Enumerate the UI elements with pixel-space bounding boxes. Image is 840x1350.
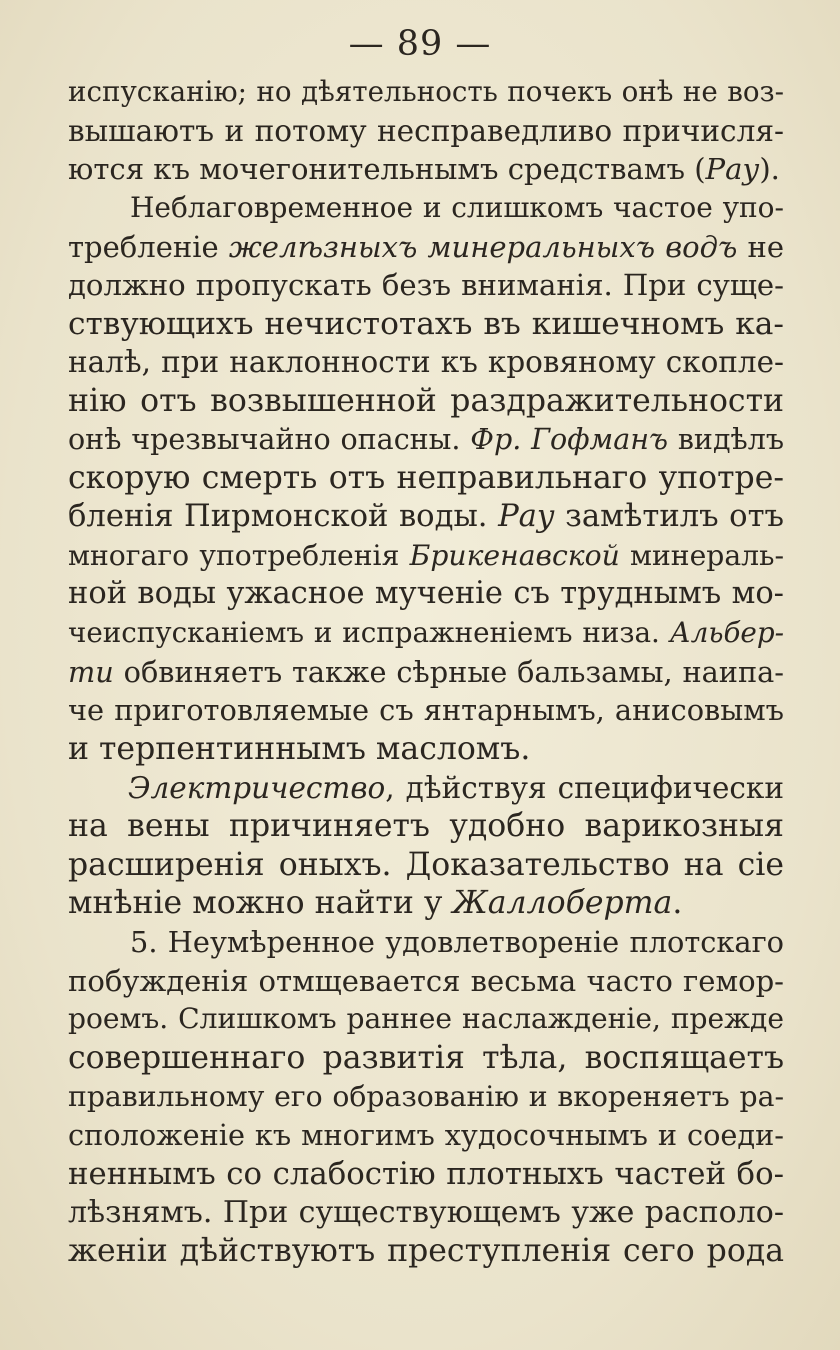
text-line: должно пропускать безъ вниманія. При суще- <box>68 268 784 303</box>
text-line: расширенія оныхъ. Доказательство на сіе <box>68 846 784 883</box>
text-line: на вены причиняетъ удобно варикозныя <box>68 808 784 845</box>
page-number: — 89 — <box>348 24 492 64</box>
text-line: че приготовляемые съ янтарнымъ, анисовымъ <box>68 693 784 728</box>
text-line: требленіе желѣзныхъ минеральныхъ водъ не <box>68 229 785 264</box>
italic-name: Рау <box>705 152 760 187</box>
text-line: сположеніе къ многимъ худосочнымъ и соеди- <box>68 1118 784 1153</box>
text-line: бленія Пирмонской воды. Рау замѣтилъ отъ <box>68 499 784 535</box>
text-line: совершеннаго развитія тѣла, воспящаетъ <box>68 1040 784 1077</box>
text-line: ются къ мочегонительнымъ средствамъ (Рау). <box>68 152 780 187</box>
text-line: испусканію; но дѣятельность почекъ онѣ не воз- <box>68 75 784 108</box>
paragraph-start: Неблаговременное и слишкомъ частое упо- <box>130 190 784 224</box>
italic-name: Рау <box>498 499 555 535</box>
text-line: вышаютъ и потому несправедливо причисля- <box>68 113 784 148</box>
paragraph-start: 5. Неумѣренное удовлетвореніе плотскаго <box>130 925 784 960</box>
italic-name: Брикенавской <box>409 538 620 572</box>
text-line: и терпентиннымъ масломъ. <box>68 730 531 767</box>
text-line: ствующихъ нечистотахъ въ кишечномъ ка- <box>68 305 784 342</box>
text-line: правильному его образованію и вкореняетъ ра- <box>68 1079 784 1113</box>
text-line: побужденія отмщевается весьма часто гемор- <box>68 963 784 998</box>
body-text <box>68 73 784 1271</box>
text-line: ти обвиняетъ также сѣрные бальзамы, наипа- <box>68 654 784 689</box>
text-line: женіи дѣйствуютъ преступленія сего рода <box>68 1233 784 1270</box>
italic-name: Фр. Гофманъ <box>470 422 669 456</box>
italic-name: Жаллоберта <box>452 885 673 922</box>
text-line: роемъ. Слишкомъ раннее наслажденіе, прежде <box>68 1002 784 1036</box>
text-line: скорую смерть отъ неправильнаго употре- <box>68 460 784 497</box>
text-line: неннымъ со слабостію плотныхъ частей бо- <box>68 1155 784 1192</box>
text-line: чеиспусканіемъ и испражненіемъ низа. Альбер- <box>68 615 784 649</box>
text-line: нію отъ возвышенной раздражительности <box>68 383 784 420</box>
text-line: многаго употребленія Брикенавской минераль- <box>68 538 784 572</box>
text-line: ной воды ужасное мученіе съ труднымъ мо- <box>68 576 784 612</box>
paragraph-start: Электричество, дѣйствуя специфически <box>128 770 784 805</box>
italic-name: Альбер- <box>669 615 784 649</box>
text-line: лѣзнямъ. При существующемъ уже располо- <box>68 1194 784 1230</box>
italic-name: ти <box>68 654 114 689</box>
italic-term: Электричество <box>128 770 386 805</box>
text-line: мнѣніе можно найти у Жаллоберта. <box>68 885 683 922</box>
text-line: налѣ, при наклонности къ кровяному скопле- <box>68 345 784 380</box>
italic-term: желѣзныхъ минеральныхъ водъ <box>228 229 738 264</box>
text-line: онѣ чрезвычайно опасны. Фр. Гофманъ видѣлъ <box>68 422 784 456</box>
